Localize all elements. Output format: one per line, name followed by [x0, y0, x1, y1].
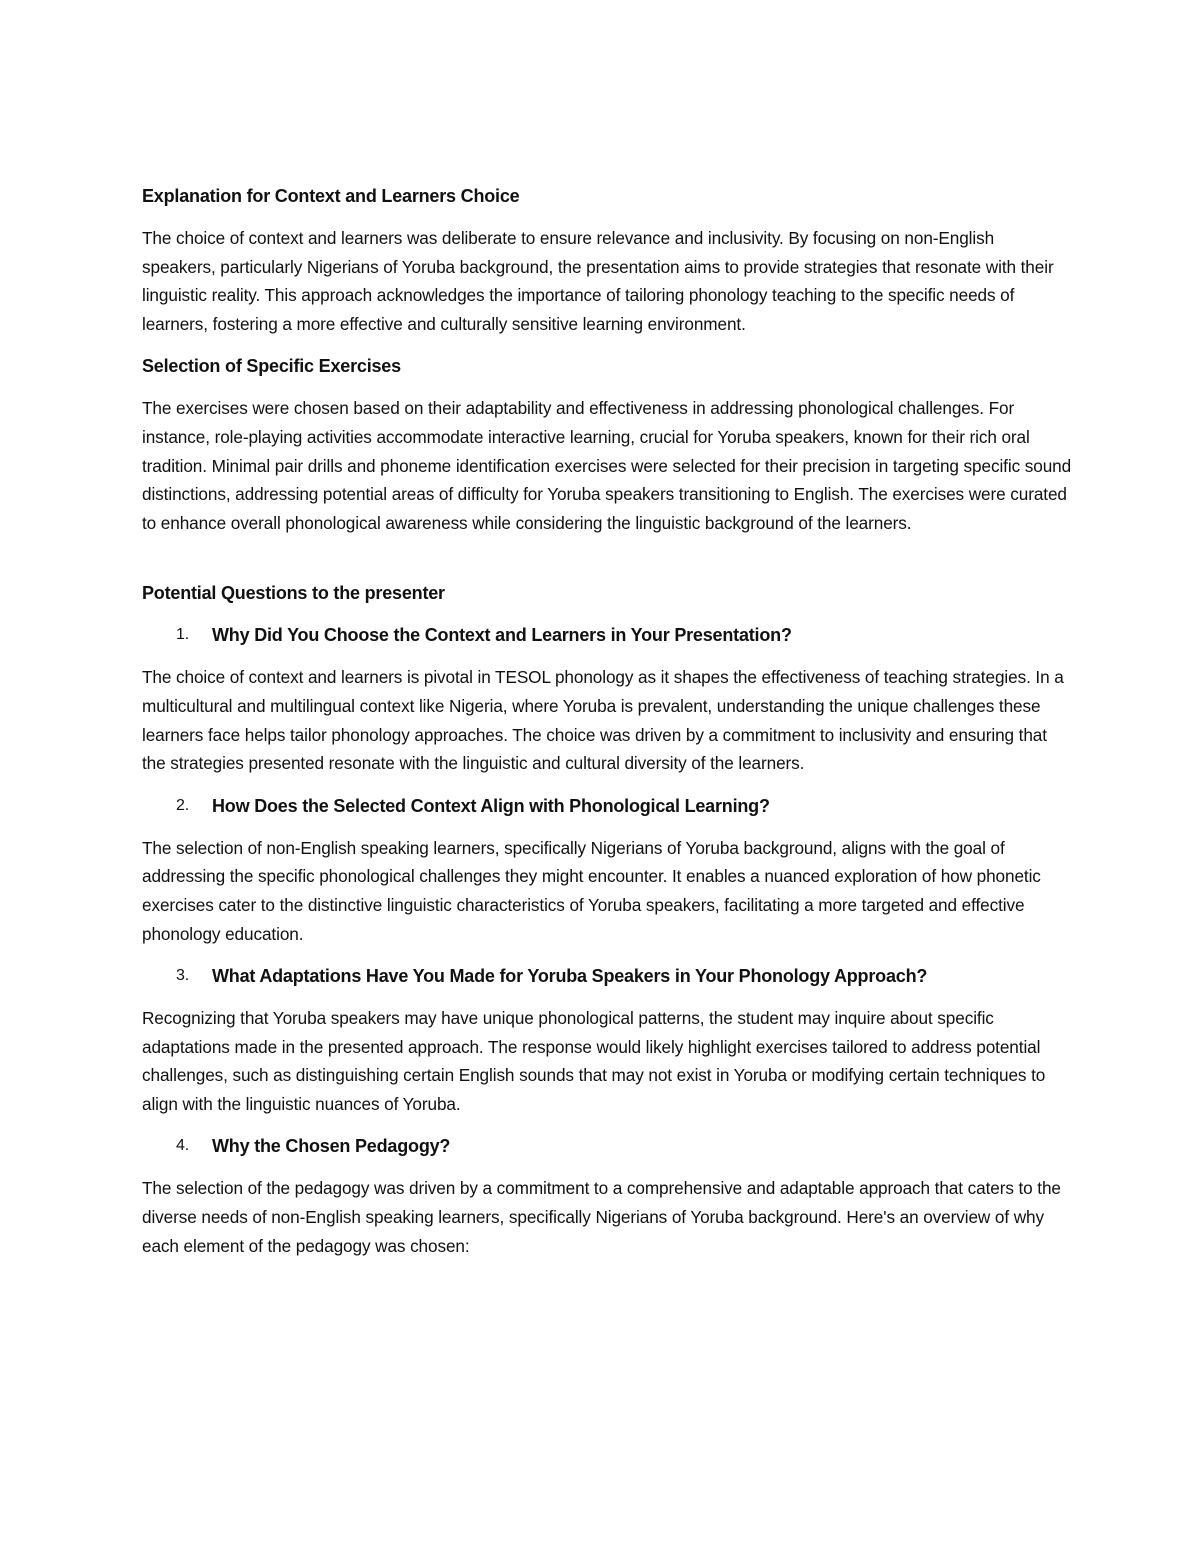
question-title: What Adaptations Have You Made for Yoruba Speakers in Your Phonology Approach? — [212, 966, 928, 987]
question-2-answer: The selection of non-English speaking learners, specifically Nigerians of Yoruba background, aligns with the goal of addressing the specific phonological challenges they might encounter. It enables a nuanced exploration of how phonetic exercises cater to the distinctive linguistic characteristics of Yoruba speakers, facilitating a more targeted and effective phonology education. — [142, 837, 1041, 944]
section-heading-exercises: Selection of Specific Exercises — [142, 356, 401, 377]
question-3-answer: Recognizing that Yoruba speakers may have unique phonological patterns, the student may inquire about specific adaptations made in the presented approach. The response would likely highlight exercises tailored to address potential challenges, such as distinguishing certain English sounds that may not exist in Yoruba or modifying certain techniques to align with the linguistic nuances of Yoruba. — [142, 1008, 1046, 1114]
question-2-heading — [142, 792, 1072, 820]
document-page — [142, 182, 1072, 1274]
question-1-answer: The choice of context and learners is pivotal in TESOL phonology as it shapes the effectiveness of teaching strategies. In a multicultural and multilingual context like Nigeria, where Yoruba is prevalent, understanding the unique challenges these learners face helps tailor phonology approaches. The choice was driven by a commitment to inclusivity and ensuring that the strategies presented resonate with the linguistic and cultural diversity of the learners. — [142, 667, 1064, 774]
question-title: Why Did You Choose the Context and Learners in Your Presentation? — [212, 625, 792, 646]
section-heading-context-choice: Explanation for Context and Learners Choice — [142, 186, 520, 206]
question-4-heading — [142, 1132, 1072, 1160]
question-3-heading — [142, 962, 1072, 990]
blank-line — [142, 551, 1072, 579]
question-title: How Does the Selected Context Align with Phonological Learning? — [212, 795, 770, 816]
question-number: 1. — [176, 626, 189, 644]
paragraph-context-choice: The choice of context and learners was deliberate to ensure relevance and inclusivity. By focusing on non-English speakers, particularly Nigerians of Yoruba background, the presentation aims to provide strategies that resonate with their linguistic reality. This approach acknowledges the importance of tailoring phonology teaching to the specific needs of learners, fostering a more effective and culturally sensitive learning environment. — [142, 228, 1054, 334]
paragraph-exercises: The exercises were chosen based on their adaptability and effectiveness in addressing phonological challenges. For instance, role-playing activities accommodate interactive learning, crucial for Yoruba speakers, known for their rich oral tradition. Minimal pair drills and phoneme identification exercises were selected for their precision in targeting specific sound distinctions, addressing potential areas of difficulty for Yoruba speakers transitioning to English. The exercises were curated to enhance overall phonological awareness while considering the linguistic background of the learners. — [142, 398, 1072, 533]
question-title: Why the Chosen Pedagogy? — [212, 1136, 451, 1157]
question-number: 2. — [176, 796, 189, 814]
question-number: 4. — [176, 1137, 189, 1155]
question-4-answer: The selection of the pedagogy was driven by a commitment to a comprehensive and adaptable approach that caters to the diverse needs of non-English speaking learners, specifically Nigerians of Yoruba background. Here's an overview of why each element of the pedagogy was chosen: — [142, 1178, 1061, 1256]
question-number: 3. — [176, 967, 189, 985]
section-heading-questions: Potential Questions to the presenter — [142, 583, 445, 604]
question-1-heading — [142, 621, 1072, 649]
